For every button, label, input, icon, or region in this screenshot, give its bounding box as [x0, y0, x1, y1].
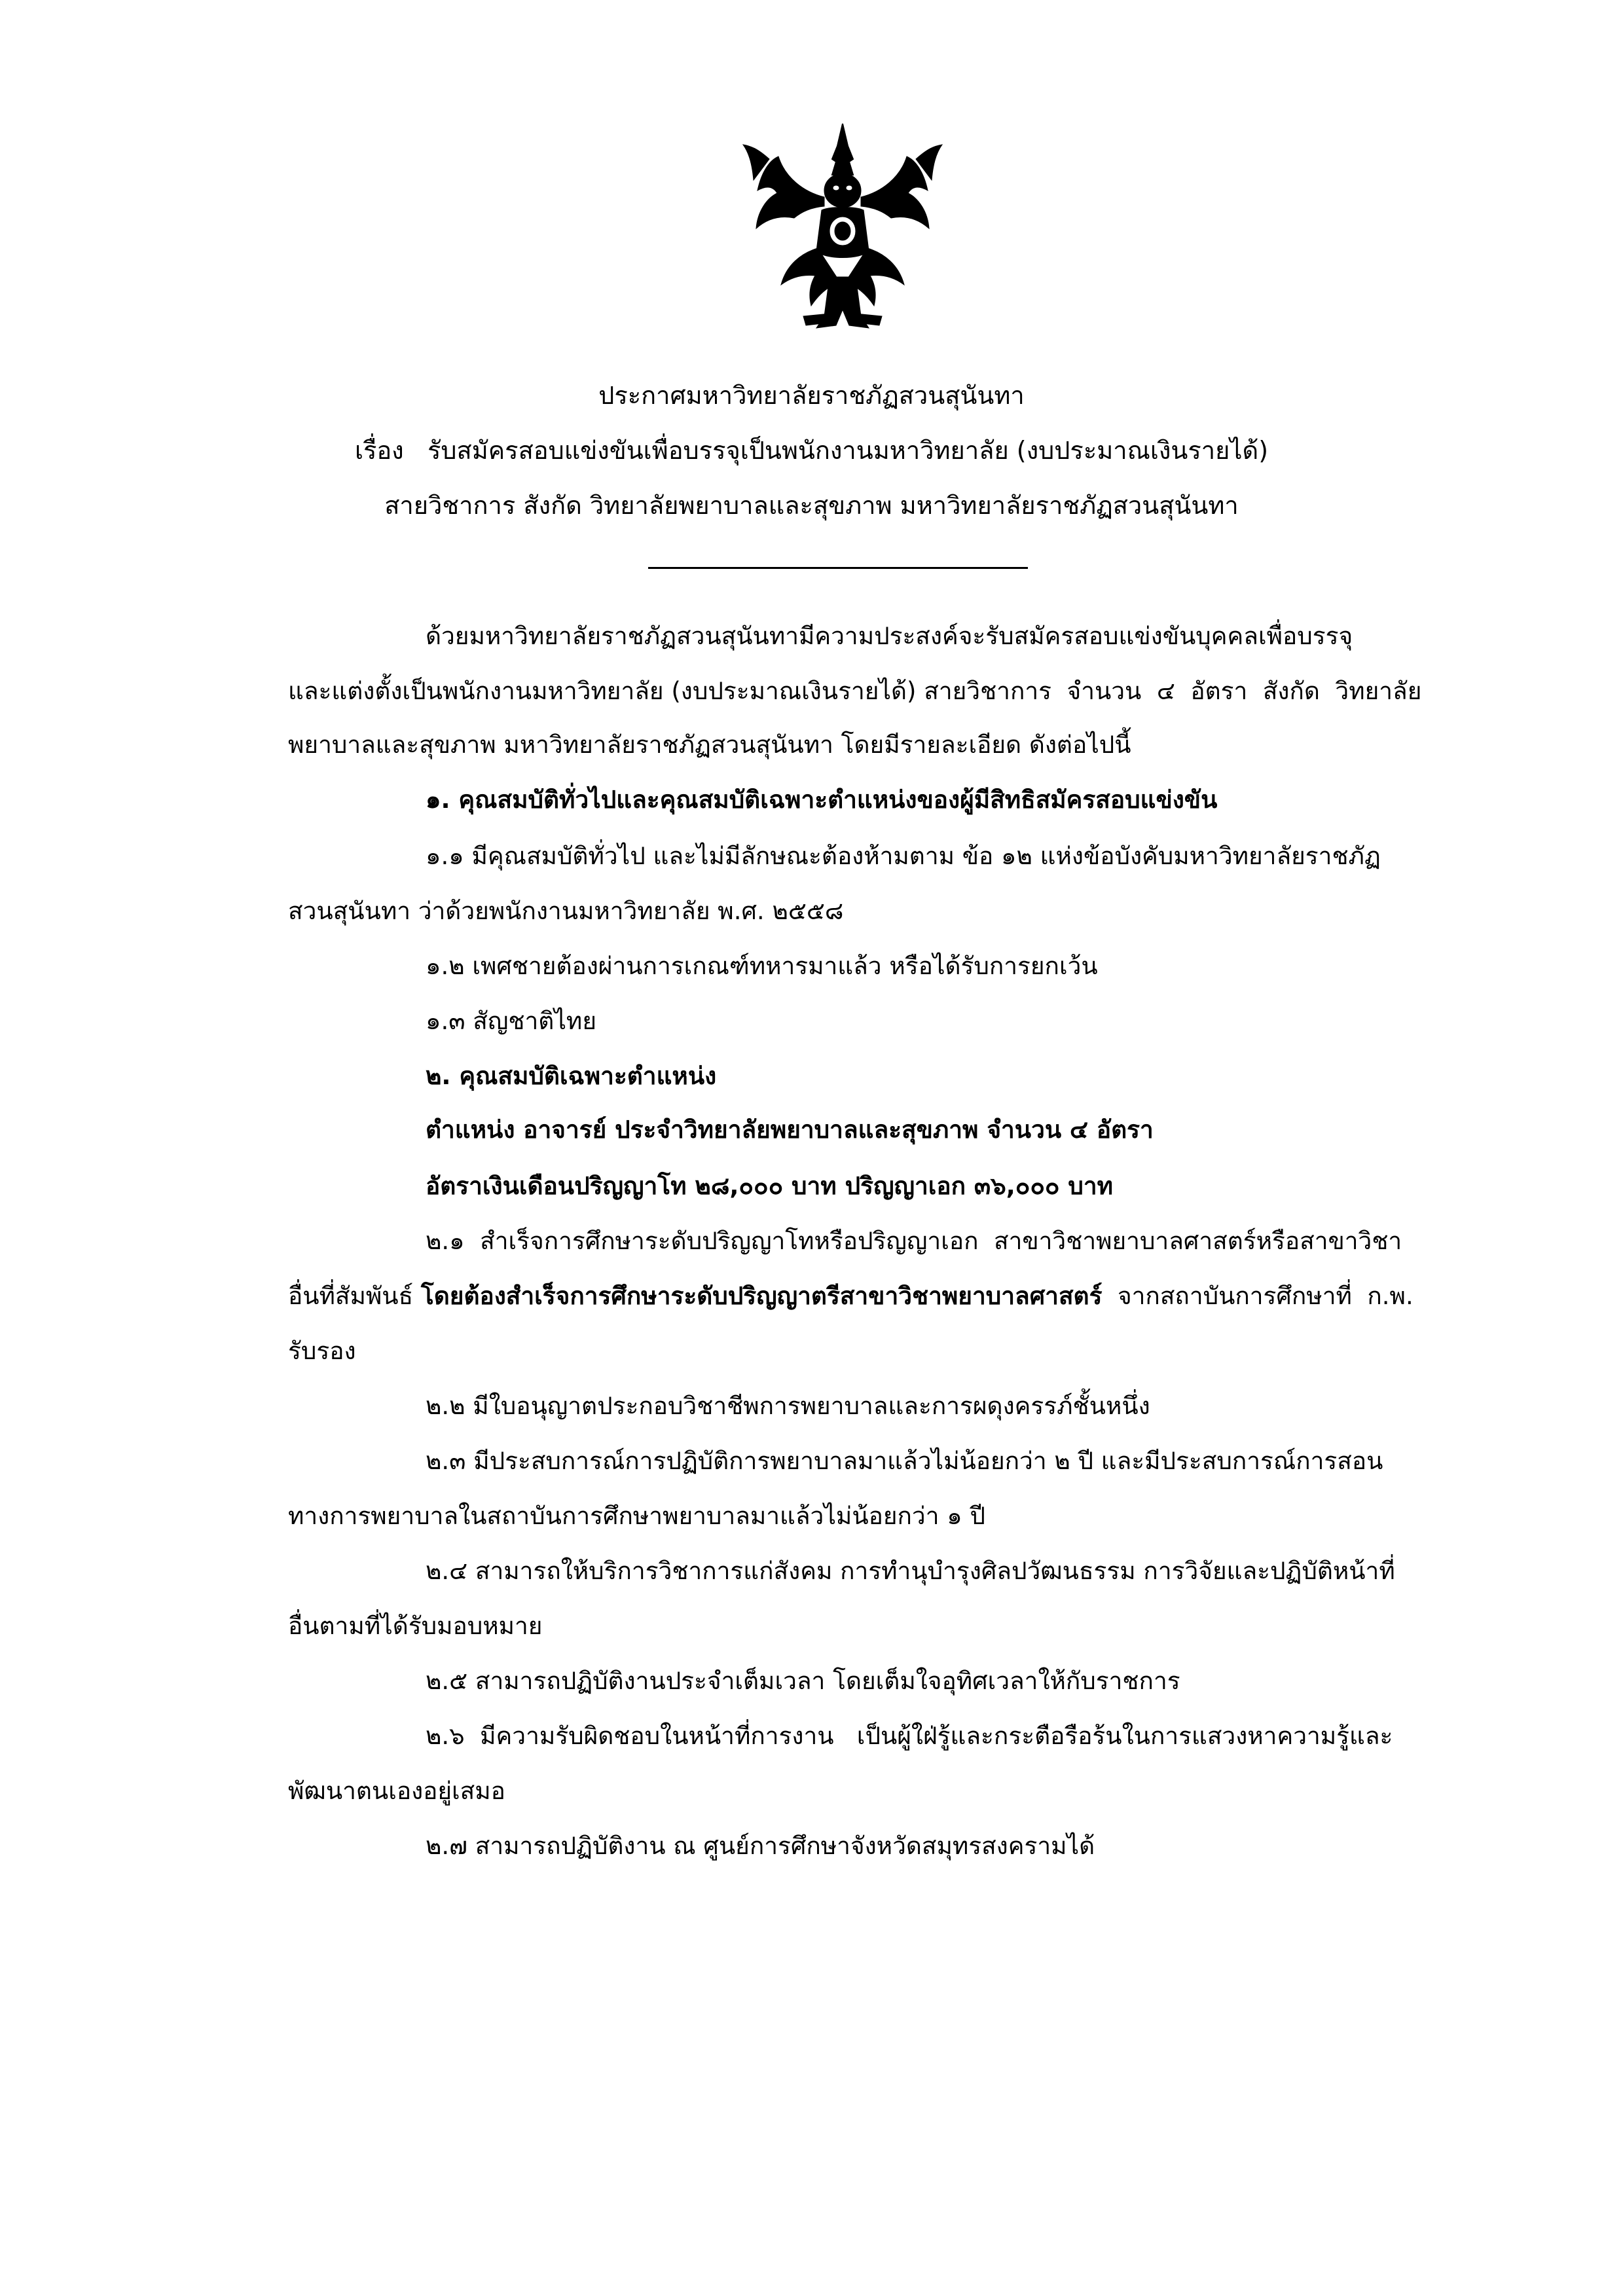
announcement-title: ประกาศมหาวิทยาลัยราชภัฏสวนสุนันทา — [598, 381, 1025, 410]
announcement-subtitle: สายวิชาการ สังกัด วิทยาลัยพยาบาลและสุขภาพ มหาวิทยาลัยราชภัฏสวนสุนันทา — [384, 491, 1239, 520]
header-divider — [648, 567, 1028, 569]
announcement-subject: เรื่อง รับสมัครสอบแข่งขันเพื่อบรรจุเป็นพนักงานมหาวิทยาลัย (งบประมาณเงินรายได้) — [354, 436, 1269, 465]
section-2-item-1-line-3: รับรอง — [288, 1337, 356, 1365]
item-2-1-bold-requirement: โดยต้องสำเร็จการศึกษาระดับปริญญาตรีสาขาวิชาพยาบาลศาสตร์ — [420, 1282, 1103, 1310]
section-2-item-4-line-1: ๒.๔ สามารถให้บริการวิชาการแก่สังคม การทำนุบำรุงศิลปวัฒนธรรม การวิจัยและปฏิบัติหน้าที่ — [426, 1557, 1395, 1585]
salary-line: อัตราเงินเดือนปริญญาโท ๒๘,๐๐๐ บาท ปริญญาเอก ๓๖,๐๐๐ บาท — [426, 1172, 1114, 1200]
section-2-item-6-line-1: ๒.๖ มีความรับผิดชอบในหน้าที่การงาน เป็นผู้ใฝ่รู้และกระตือรือร้นในการแสวงหาความรู้และ — [426, 1722, 1393, 1750]
section-2-item-3-line-1: ๒.๓ มีประสบการณ์การปฏิบัติการพยาบาลมาแล้วไม่น้อยกว่า ๒ ปี และมีประสบการณ์การสอน — [426, 1447, 1383, 1475]
garuda-emblem-icon — [738, 120, 947, 334]
section-1-item-2: ๑.๒ เพศชายต้องผ่านการเกณฑ์ทหารมาแล้ว หรือได้รับการยกเว้น — [426, 952, 1098, 980]
section-2-item-4-line-2: อื่นตามที่ได้รับมอบหมาย — [288, 1612, 543, 1640]
intro-line-1: ด้วยมหาวิทยาลัยราชภัฏสวนสุนันทามีความประสงค์จะรับสมัครสอบแข่งขันบุคคลเพื่อบรรจุ — [426, 622, 1353, 650]
section-2-item-7: ๒.๗ สามารถปฏิบัติงาน ณ ศูนย์การศึกษาจังหวัดสมุทรสงครามได้ — [426, 1832, 1095, 1860]
item-2-1-prefix: อื่นที่สัมพันธ์ — [288, 1282, 421, 1310]
section-2-item-2: ๒.๒ มีใบอนุญาตประกอบวิชาชีพการพยาบาลและการผดุงครรภ์ชั้นหนึ่ง — [426, 1392, 1150, 1420]
section-2-item-1-line-2 — [288, 1280, 1414, 1313]
section-2-item-1-line-1: ๒.๑ สำเร็จการศึกษาระดับปริญญาโทหรือปริญญาเอก สาขาวิชาพยาบาลศาสตร์หรือสาขาวิชา — [426, 1227, 1402, 1255]
garuda-emblem-graphic — [738, 120, 947, 334]
section-1-item-3: ๑.๓ สัญชาติไทย — [426, 1007, 597, 1035]
section-2-item-6-line-2: พัฒนาตนเองอยู่เสมอ — [288, 1777, 505, 1805]
section-1-heading: ๑. คุณสมบัติทั่วไปและคุณสมบัติเฉพาะตำแหน่งของผู้มีสิทธิสมัครสอบแข่งขัน — [426, 786, 1218, 814]
section-1-item-1-line-1: ๑.๑ มีคุณสมบัติทั่วไป และไม่มีลักษณะต้องห้ามตาม ข้อ ๑๒ แห่งข้อบังคับมหาวิทยาลัยราชภัฏ — [426, 842, 1381, 870]
intro-line-3: พยาบาลและสุขภาพ มหาวิทยาลัยราชภัฏสวนสุนันทา โดยมีรายละเอียด ดังต่อไปนี้ — [288, 731, 1131, 759]
section-2-item-3-line-2: ทางการพยาบาลในสถาบันการศึกษาพยาบาลมาแล้วไม่น้อยกว่า ๑ ปี — [288, 1502, 985, 1530]
item-2-1-suffix: จากสถาบันการศึกษาที่ ก.พ. — [1102, 1282, 1413, 1310]
section-2-item-5: ๒.๕ สามารถปฏิบัติงานประจำเต็มเวลา โดยเต็มใจอุทิศเวลาให้กับราชการ — [426, 1667, 1180, 1695]
position-line: ตำแหน่ง อาจารย์ ประจำวิทยาลัยพยาบาลและสุขภาพ จำนวน ๔ อัตรา — [426, 1116, 1154, 1144]
section-2-heading: ๒. คุณสมบัติเฉพาะตำแหน่ง — [426, 1062, 717, 1090]
section-1-item-1-line-2: สวนสุนันทา ว่าด้วยพนักงานมหาวิทยาลัย พ.ศ. ๒๕๕๘ — [288, 897, 844, 925]
intro-line-2: และแต่งตั้งเป็นพนักงานมหาวิทยาลัย (งบประมาณเงินรายได้) สายวิชาการ จำนวน ๔ อัตรา สังกัด วิทยาลัย — [288, 677, 1422, 705]
